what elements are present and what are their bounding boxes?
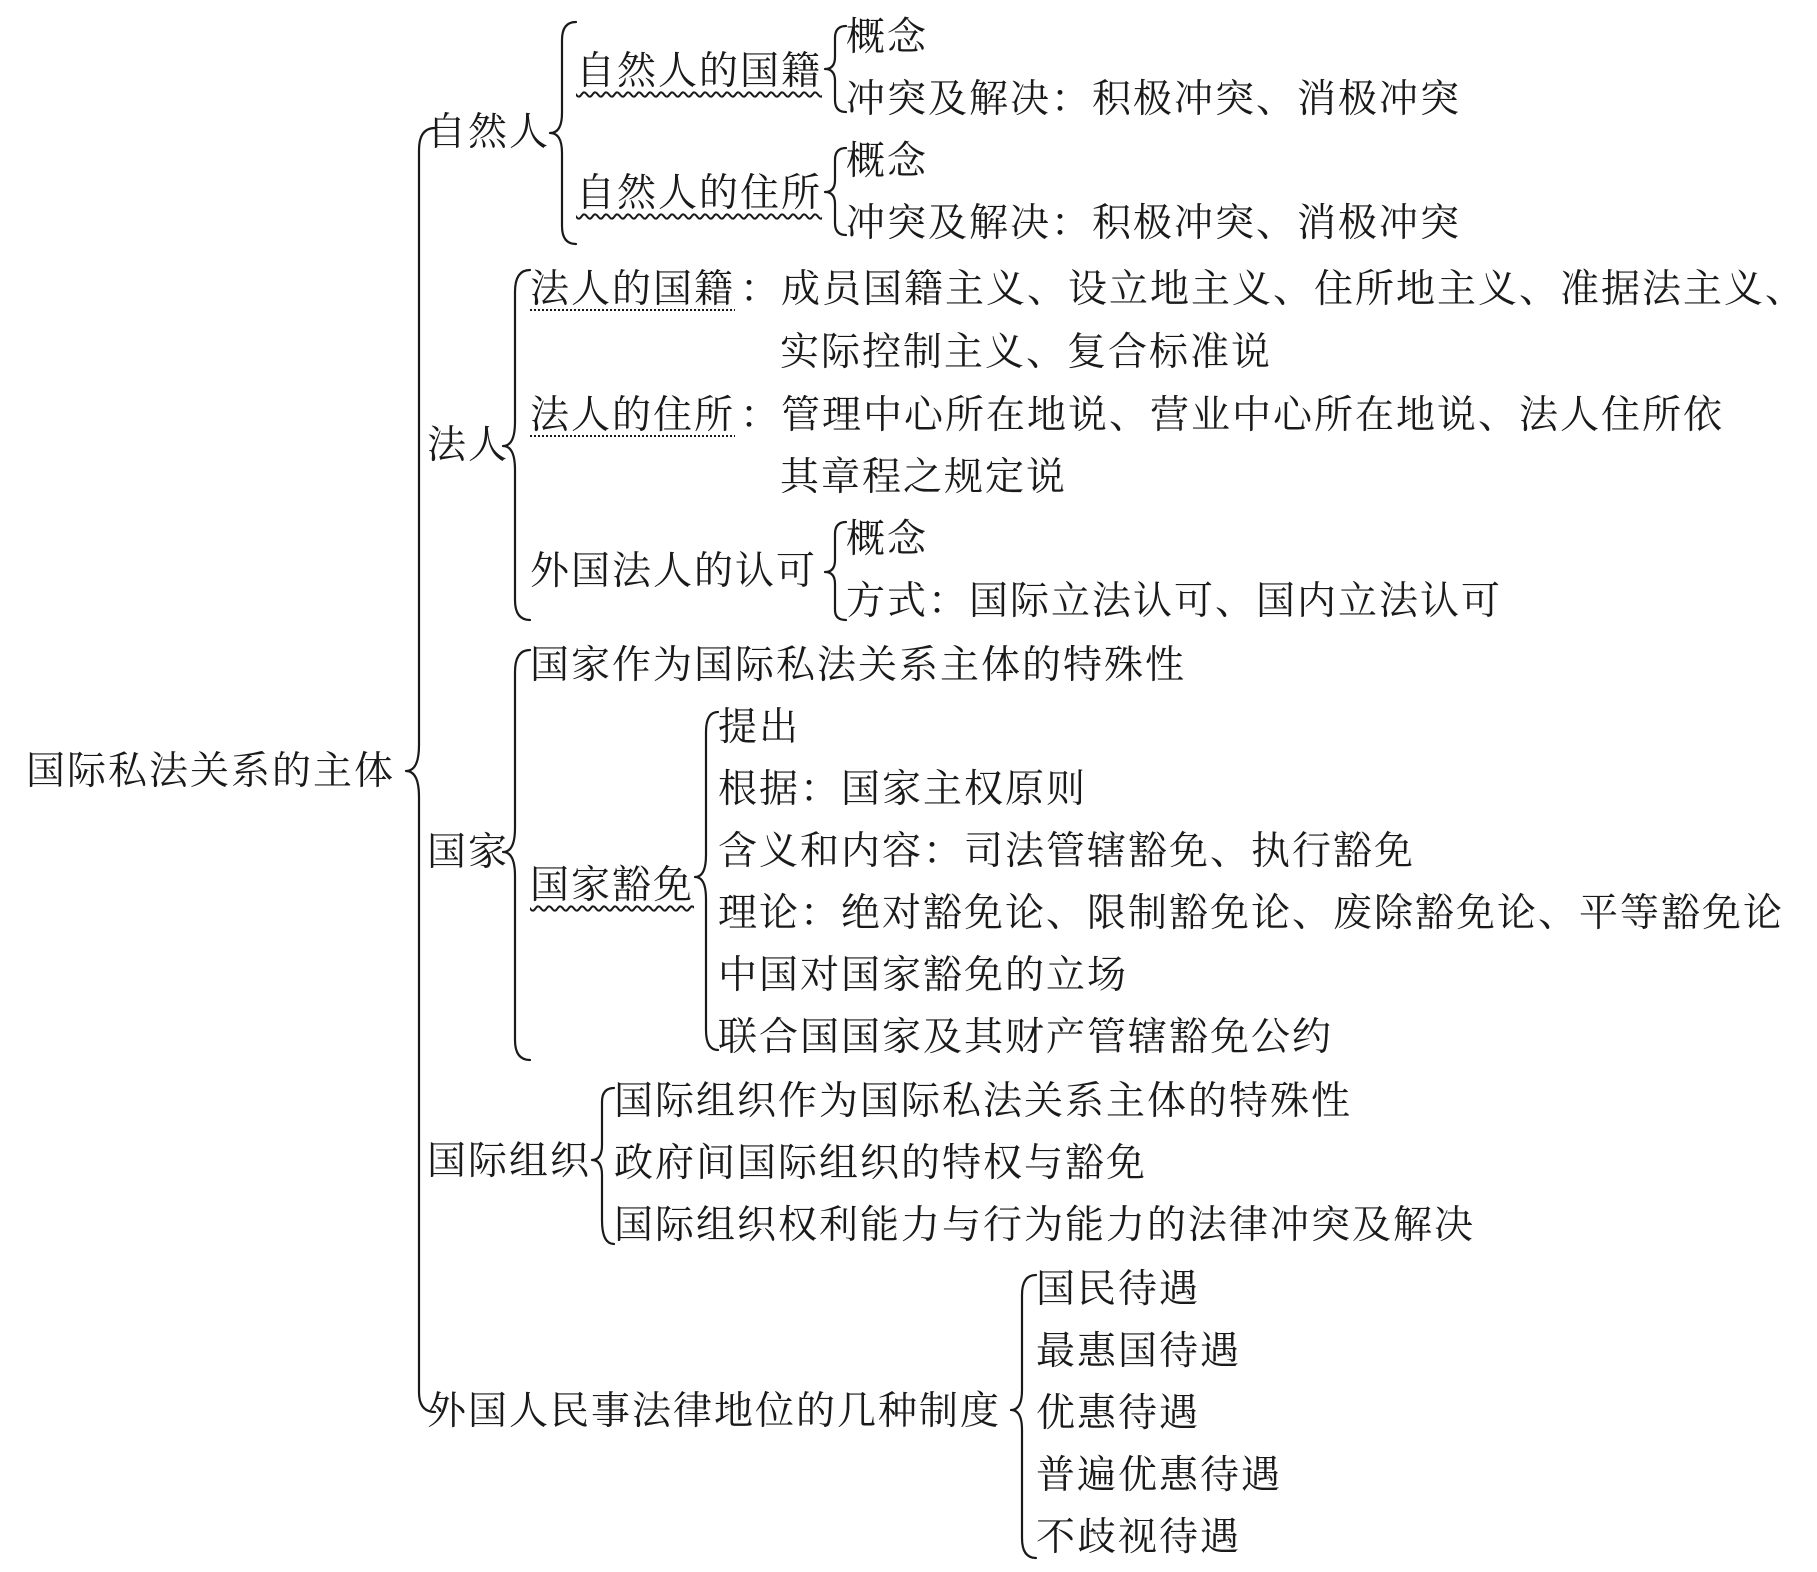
np-domicile-item: 冲突及解决：积极冲突、消极冲突 xyxy=(846,201,1462,246)
np-nationality-item: 概念 xyxy=(846,15,929,60)
root-label: 国际私法关系的主体 xyxy=(26,749,396,794)
brace-lp-recognition xyxy=(825,522,846,620)
immunity-item: 提出 xyxy=(718,705,801,750)
lp-recognition-label: 外国法人的认可 xyxy=(530,549,818,594)
legal-person-label: 法人 xyxy=(427,423,510,468)
brace-np-nationality xyxy=(825,26,846,112)
immunity-item: 中国对国家豁免的立场 xyxy=(718,953,1129,998)
lp-nationality-text: ：成员国籍主义、设立地主义、住所地主义、准据法主义、 xyxy=(740,267,1807,312)
state-immunity-label: 国家豁免 xyxy=(530,863,695,908)
lp-domicile-text: ：管理中心所在地说、营业中心所在地说、法人住所依 xyxy=(740,393,1725,438)
lp-domicile-text: 其章程之规定说 xyxy=(780,455,1068,500)
immunity-item: 根据：国家主权原则 xyxy=(718,767,1088,812)
foreigner-item: 最惠国待遇 xyxy=(1036,1329,1242,1374)
brace-immunity xyxy=(695,712,718,1050)
immunity-item: 含义和内容：司法管辖豁免、执行豁免 xyxy=(718,829,1416,874)
np-nationality-label: 自然人的国籍 xyxy=(576,49,823,94)
state-label: 国家 xyxy=(427,830,510,875)
immunity-item: 联合国国家及其财产管辖豁免公约 xyxy=(718,1015,1334,1060)
lp-recognition-item: 概念 xyxy=(846,517,929,562)
np-domicile-label: 自然人的住所 xyxy=(576,171,823,216)
natural-person-label: 自然人 xyxy=(427,110,551,155)
brace-root xyxy=(406,128,435,1412)
foreigner-item: 优惠待遇 xyxy=(1036,1391,1201,1436)
intl-org-item: 政府间国际组织的特权与豁免 xyxy=(614,1141,1148,1186)
foreigner-label: 外国人民事法律地位的几种制度 xyxy=(427,1389,1002,1434)
foreigner-item: 国民待遇 xyxy=(1036,1267,1201,1312)
brace-intl-org xyxy=(592,1088,614,1244)
intl-org-item: 国际组织权利能力与行为能力的法律冲突及解决 xyxy=(614,1203,1476,1248)
intl-org-label: 国际组织 xyxy=(427,1139,592,1184)
brace-np-domicile xyxy=(825,148,846,235)
lp-domicile-label: 法人的住所 xyxy=(530,393,736,438)
state-particularity: 国家作为国际私法关系主体的特殊性 xyxy=(530,643,1187,688)
foreigner-item: 普遍优惠待遇 xyxy=(1036,1453,1283,1498)
intl-org-item: 国际组织作为国际私法关系主体的特殊性 xyxy=(614,1079,1353,1124)
brace-natural-person xyxy=(550,22,576,244)
immunity-item: 理论：绝对豁免论、限制豁免论、废除豁免论、平等豁免论 xyxy=(718,891,1785,936)
brace-foreigner xyxy=(1011,1275,1036,1558)
foreigner-item: 不歧视待遇 xyxy=(1036,1515,1242,1560)
lp-nationality-label: 法人的国籍 xyxy=(530,267,736,312)
lp-nationality-text: 实际控制主义、复合标准说 xyxy=(780,330,1273,375)
lp-recognition-item: 方式：国际立法认可、国内立法认可 xyxy=(846,579,1503,624)
np-nationality-item: 冲突及解决：积极冲突、消极冲突 xyxy=(846,77,1462,122)
np-domicile-item: 概念 xyxy=(846,139,929,184)
